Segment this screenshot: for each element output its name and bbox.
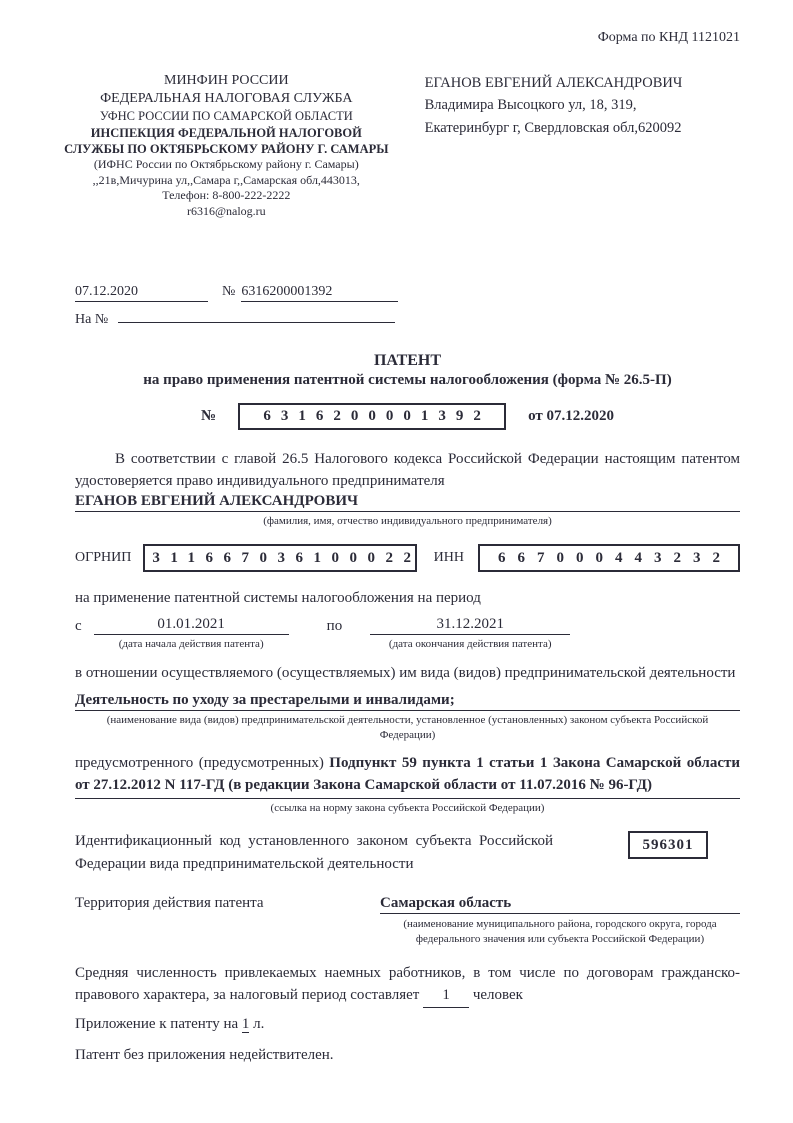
activity-caption: (наименование вида (видов) предпринимательской деятельности, установленное (установленных) законом субъекта Российской Федерации) (106, 714, 709, 742)
intro-paragraph: В соответствии с главой 26.5 Налогового кодекса Российской Федерации настоящим патентом удостоверяется право индивидуального предпринимателя (75, 450, 740, 489)
employees-text-before: Средняя численность привлекаемых наемных работников, в том числе по договорам гражданско-правового характера, за налоговый период составляет (75, 964, 740, 1004)
inn-value-box: 667000443232 (478, 544, 740, 572)
document-title: ПАТЕНТ (373, 351, 442, 369)
reference-block (75, 284, 740, 328)
entrepreneur-name-caption: (фамилия, имя, отчество индивидуального предпринимателя) (263, 514, 552, 527)
activity-code-row (75, 830, 740, 875)
entrepreneur-name: ЕГАНОВ ЕВГЕНИЙ АЛЕКСАНДРОВИЧ (75, 493, 740, 512)
employees-paragraph (75, 962, 740, 1008)
sender-line: ФЕДЕРАЛЬНАЯ НАЛОГОВАЯ СЛУЖБА (100, 91, 353, 107)
recipient-address-line1: Владимира Высоцкого ул, 18, 319, (424, 97, 637, 114)
activity-intro: в отношении осуществляемого (осуществляемых) им вида (видов) предпринимательской деятельности (75, 664, 736, 681)
registration-codes-row (75, 544, 740, 572)
law-prefix: предусмотренного (предусмотренных) (75, 754, 324, 771)
employees-count: 1 (423, 984, 469, 1008)
reference-row (75, 284, 740, 302)
territory-value: Самарская область (380, 895, 740, 914)
period-end-date: 31.12.2021 (370, 616, 570, 635)
attachment-line (75, 1013, 740, 1036)
sender-address: ,,21в,Мичурина ул,,Самара г,,Самарская обл,443013, (92, 172, 360, 187)
document-subtitle: на право применения патентной системы налогообложения (форма № 26.5-П) (143, 371, 672, 388)
reply-reference-blank (118, 308, 395, 323)
recipient-name: ЕГАНОВ ЕВГЕНИЙ АЛЕКСАНДРОВИЧ (424, 75, 683, 91)
sender-line: СЛУЖБЫ ПО ОКТЯБРЬСКОМУ РАЙОНУ Г. САМАРЫ (64, 141, 389, 156)
period-start-date: 01.01.2021 (94, 616, 289, 635)
period-row (75, 616, 740, 652)
period-end-caption: (дата окончания действия патента) (388, 637, 552, 650)
patent-number-label: № (201, 407, 217, 424)
law-reference: Подпункт 59 пункта 1 статьи 1 Закона Самарской области от 27.12.2012 N 117-ГД (в редакции Закона Самарской области от 11.07.2016 № 96-ГД) (75, 754, 740, 793)
period-start-block (94, 616, 289, 652)
territory-caption: (наименование муниципального района, городского округа, города федерального значения или субъекта Российской Федерации) (403, 918, 717, 946)
sender-line: (ИФНС России по Октябрьскому району г. Самары) (93, 157, 359, 172)
reply-reference-label: На № (75, 311, 109, 327)
patent-number-box: 6316200001392 (238, 403, 506, 430)
period-from-label: с (75, 617, 82, 634)
period-to-label: по (326, 617, 343, 634)
activity-code-label: Идентификационный код установленного законом субъекта Российской Федерации вида предпринимательской деятельности (75, 833, 553, 872)
reference-date: 07.12.2020 (75, 284, 208, 302)
ogrnip-value-box: 311667036100022 (143, 544, 417, 572)
sender-phone: Телефон: 8-800-222-2222 (162, 188, 291, 203)
patent-issue-date: от 07.12.2020 (528, 407, 614, 424)
ogrnip-label: ОГРНИП (75, 550, 132, 566)
reference-number-label: № (222, 283, 236, 299)
period-start-caption: (дата начала действия патента) (118, 637, 264, 650)
form-code: Форма по КНД 1121021 (597, 30, 740, 45)
sender-line: ИНСПЕКЦИЯ ФЕДЕРАЛЬНОЙ НАЛОГОВОЙ (90, 125, 362, 140)
sender-line: МИНФИН РОССИИ (164, 73, 289, 88)
activity-code-box: 596301 (628, 831, 708, 859)
reply-reference-row (75, 308, 740, 328)
attachment-pages-count: 1 (241, 1015, 250, 1032)
law-caption: (ссылка на норму закона субъекта Российской Федерации) (270, 802, 545, 815)
patent-number-row (75, 403, 740, 430)
territory-label: Территория действия патента (75, 895, 264, 912)
header (60, 72, 740, 220)
period-end-block (370, 616, 570, 652)
validity-note: Патент без приложения недействителен. (75, 1047, 334, 1064)
employees-text-after: человек (472, 987, 523, 1004)
sender-line: УФНС РОССИИ ПО САМАРСКОЙ ОБЛАСТИ (99, 109, 353, 124)
attachment-text-after: л. (253, 1015, 265, 1032)
recipient-block (425, 72, 740, 220)
law-reference-paragraph (75, 753, 740, 800)
inn-label: ИНН (433, 550, 464, 566)
period-intro: на применение патентной системы налогообложения на период (75, 590, 481, 607)
recipient-address-line2: Екатеринбург г, Свердловская обл,620092 (424, 119, 682, 136)
activity-name: Деятельность по уходу за престарелыми и инвалидами; (75, 692, 740, 711)
attachment-text-before: Приложение к патенту на (75, 1015, 239, 1032)
territory-value-block (380, 895, 740, 947)
sender-block (60, 72, 393, 220)
territory-row (75, 895, 740, 947)
reference-number: 6316200001392 (241, 284, 398, 302)
sender-email: r6316@nalog.ru (186, 203, 266, 218)
